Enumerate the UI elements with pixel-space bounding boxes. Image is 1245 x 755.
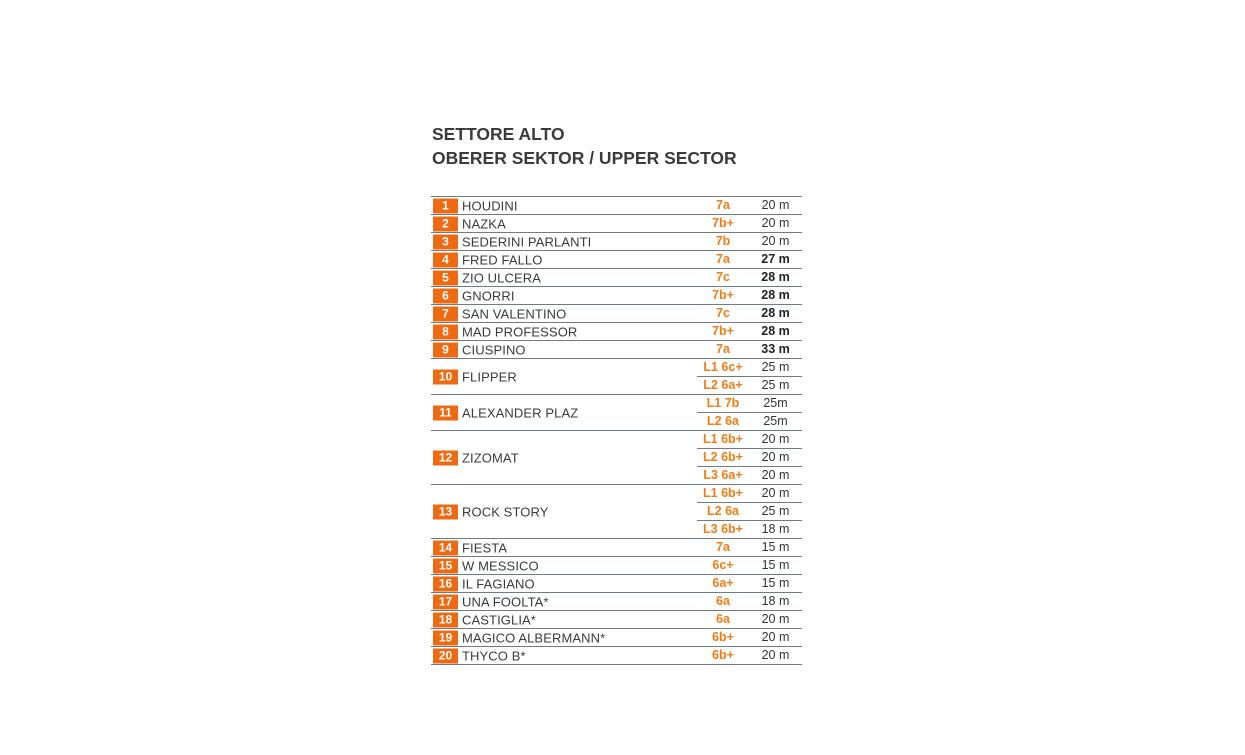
route-number-badge: 3	[433, 234, 458, 249]
route-pitches	[697, 233, 802, 250]
route-grade: L2 6a	[707, 504, 739, 518]
route-grade: L1 6b+	[703, 486, 743, 500]
route-grade: 7a	[716, 252, 730, 266]
route-number-badge: 6	[433, 288, 458, 303]
table-row	[431, 539, 802, 557]
route-pitches	[697, 593, 802, 610]
route-name: CASTIGLIA*	[462, 612, 536, 627]
route-number-badge: 14	[433, 540, 458, 555]
route-length: 20 m	[761, 630, 790, 644]
pitch-row	[697, 251, 802, 268]
table-row	[431, 269, 802, 287]
route-length: 15 m	[761, 576, 790, 590]
route-pitches	[697, 305, 802, 322]
route-length: 20 m	[761, 450, 790, 464]
route-grade: L2 6a+	[703, 378, 743, 392]
route-pitches	[697, 539, 802, 556]
route-number-badge: 20	[433, 648, 458, 663]
pitch-row	[697, 431, 802, 449]
route-pitches	[697, 215, 802, 232]
route-name: FLIPPER	[462, 369, 517, 384]
route-name: GNORRI	[462, 288, 515, 303]
route-number-badge: 9	[433, 342, 458, 357]
pitch-row	[697, 467, 802, 484]
pitch-row	[697, 197, 802, 214]
route-length: 27 m	[761, 252, 790, 266]
pitch-row	[697, 377, 802, 394]
route-length: 20 m	[761, 198, 790, 212]
pitch-row	[697, 593, 802, 610]
pitch-row	[697, 359, 802, 377]
route-length: 28 m	[761, 324, 790, 338]
route-number-badge: 7	[433, 306, 458, 321]
route-name: SAN VALENTINO	[462, 306, 567, 321]
route-grade: 6a	[716, 594, 730, 608]
title-line-2: OBERER SEKTOR / UPPER SECTOR	[432, 148, 737, 168]
table-row	[431, 611, 802, 629]
route-grade: 7b+	[712, 288, 734, 302]
route-grade: L1 6c+	[703, 360, 743, 374]
route-pitches	[697, 575, 802, 592]
table-row	[431, 593, 802, 611]
route-number-badge: 18	[433, 612, 458, 627]
route-length: 33 m	[761, 342, 790, 356]
route-number-badge: 12	[433, 450, 458, 465]
route-number-badge: 19	[433, 630, 458, 645]
route-length: 25 m	[761, 378, 790, 392]
route-length: 18 m	[761, 522, 790, 536]
route-grade: 7c	[716, 270, 730, 284]
table-row	[431, 629, 802, 647]
pitch-row	[697, 305, 802, 322]
route-number-badge: 11	[433, 405, 458, 420]
route-number-badge: 2	[433, 216, 458, 231]
route-length: 15 m	[761, 540, 790, 554]
route-name: THYCO B*	[462, 648, 526, 663]
route-name: MAGICO ALBERMANN*	[462, 630, 606, 645]
route-number-badge: 15	[433, 558, 458, 573]
route-pitches	[697, 287, 802, 304]
pitch-row	[697, 557, 802, 574]
route-length: 20 m	[761, 216, 790, 230]
route-pitches	[697, 395, 802, 430]
table-row	[431, 287, 802, 305]
pitch-row	[697, 233, 802, 250]
route-name: W MESSICO	[462, 558, 539, 573]
pitch-row	[697, 413, 802, 430]
table-row	[431, 215, 802, 233]
route-length: 20 m	[761, 234, 790, 248]
route-pitches	[697, 323, 802, 340]
route-grade: 7b+	[712, 216, 734, 230]
route-grade: 7a	[716, 540, 730, 554]
route-length: 25 m	[761, 360, 790, 374]
pitch-row	[697, 503, 802, 521]
pitch-row	[697, 449, 802, 467]
route-length: 28 m	[761, 270, 790, 284]
route-pitches	[697, 647, 802, 664]
route-length: 20 m	[761, 432, 790, 446]
routes-table	[431, 196, 802, 665]
route-length: 25m	[763, 396, 788, 410]
pitch-row	[697, 647, 802, 664]
route-length: 25m	[763, 414, 788, 428]
route-pitches	[697, 557, 802, 574]
table-row	[431, 431, 802, 485]
route-pitches	[697, 359, 802, 394]
route-grade: 7b	[715, 234, 731, 248]
route-number-badge: 8	[433, 324, 458, 339]
route-grade: L3 6b+	[703, 522, 743, 536]
route-pitches	[697, 197, 802, 214]
route-grade: 7a	[716, 342, 730, 356]
route-name: ALEXANDER PLAZ	[462, 405, 579, 420]
route-grade: L2 6b+	[703, 450, 743, 464]
route-number-badge: 10	[433, 369, 458, 384]
route-pitches	[697, 611, 802, 628]
pitch-row	[697, 269, 802, 286]
pitch-row	[697, 395, 802, 413]
route-name: ROCK STORY	[462, 504, 549, 519]
route-length: 20 m	[761, 486, 790, 500]
route-number-badge: 5	[433, 270, 458, 285]
table-row	[431, 233, 802, 251]
route-name: SEDERINI PARLANTI	[462, 234, 592, 249]
table-row	[431, 647, 802, 665]
route-pitches	[697, 251, 802, 268]
title-line-1: SETTORE ALTO	[432, 124, 565, 144]
route-length: 28 m	[761, 306, 790, 320]
route-grade: L2 6a	[707, 414, 739, 428]
route-name: FIESTA	[462, 540, 508, 555]
route-pitches	[697, 341, 802, 358]
route-name: MAD PROFESSOR	[462, 324, 578, 339]
route-name: IL FAGIANO	[462, 576, 535, 591]
route-grade: L1 7b	[706, 396, 740, 410]
table-row	[431, 575, 802, 593]
route-length: 20 m	[761, 648, 790, 662]
route-name: ZIO ULCERA	[462, 270, 542, 285]
route-length: 15 m	[761, 558, 790, 572]
route-pitches	[697, 269, 802, 286]
route-length: 25 m	[761, 504, 790, 518]
route-length: 28 m	[761, 288, 790, 302]
pitch-row	[697, 521, 802, 538]
table-row	[431, 395, 802, 431]
route-pitches	[697, 431, 802, 484]
page-title	[432, 122, 737, 170]
route-pitches	[697, 485, 802, 538]
pitch-row	[697, 629, 802, 646]
table-row	[431, 305, 802, 323]
route-grade: 6c+	[712, 558, 734, 572]
route-length: 20 m	[761, 612, 790, 626]
table-row	[431, 341, 802, 359]
route-grade: 6b+	[712, 630, 734, 644]
route-grade: L3 6a+	[703, 468, 743, 482]
route-name: FRED FALLO	[462, 252, 543, 267]
route-name: UNA FOOLTA*	[462, 594, 549, 609]
route-number-badge: 13	[433, 504, 458, 519]
pitch-row	[697, 341, 802, 358]
route-grade: L1 6b+	[703, 432, 743, 446]
route-number-badge: 1	[433, 198, 458, 213]
table-row	[431, 323, 802, 341]
route-grade: 6b+	[712, 648, 734, 662]
route-name: CIUSPINO	[462, 342, 526, 357]
table-row	[431, 557, 802, 575]
pitch-row	[697, 485, 802, 503]
route-number-badge: 17	[433, 594, 458, 609]
route-pitches	[697, 629, 802, 646]
pitch-row	[697, 539, 802, 556]
pitch-row	[697, 611, 802, 628]
route-grade: 6a	[716, 612, 730, 626]
route-grade: 6a+	[712, 576, 734, 590]
route-number-badge: 16	[433, 576, 458, 591]
pitch-row	[697, 575, 802, 592]
route-grade: 7b+	[712, 324, 734, 338]
pitch-row	[697, 287, 802, 304]
route-name: NAZKA	[462, 216, 506, 231]
route-grade: 7a	[716, 198, 730, 212]
table-row	[431, 485, 802, 539]
route-name: HOUDINI	[462, 198, 518, 213]
route-grade: 7c	[716, 306, 730, 320]
route-length: 18 m	[761, 594, 790, 608]
table-row	[431, 196, 802, 215]
table-row	[431, 359, 802, 395]
route-length: 20 m	[761, 468, 790, 482]
pitch-row	[697, 215, 802, 232]
table-row	[431, 251, 802, 269]
route-number-badge: 4	[433, 252, 458, 267]
pitch-row	[697, 323, 802, 340]
route-name: ZIZOMAT	[462, 450, 519, 465]
